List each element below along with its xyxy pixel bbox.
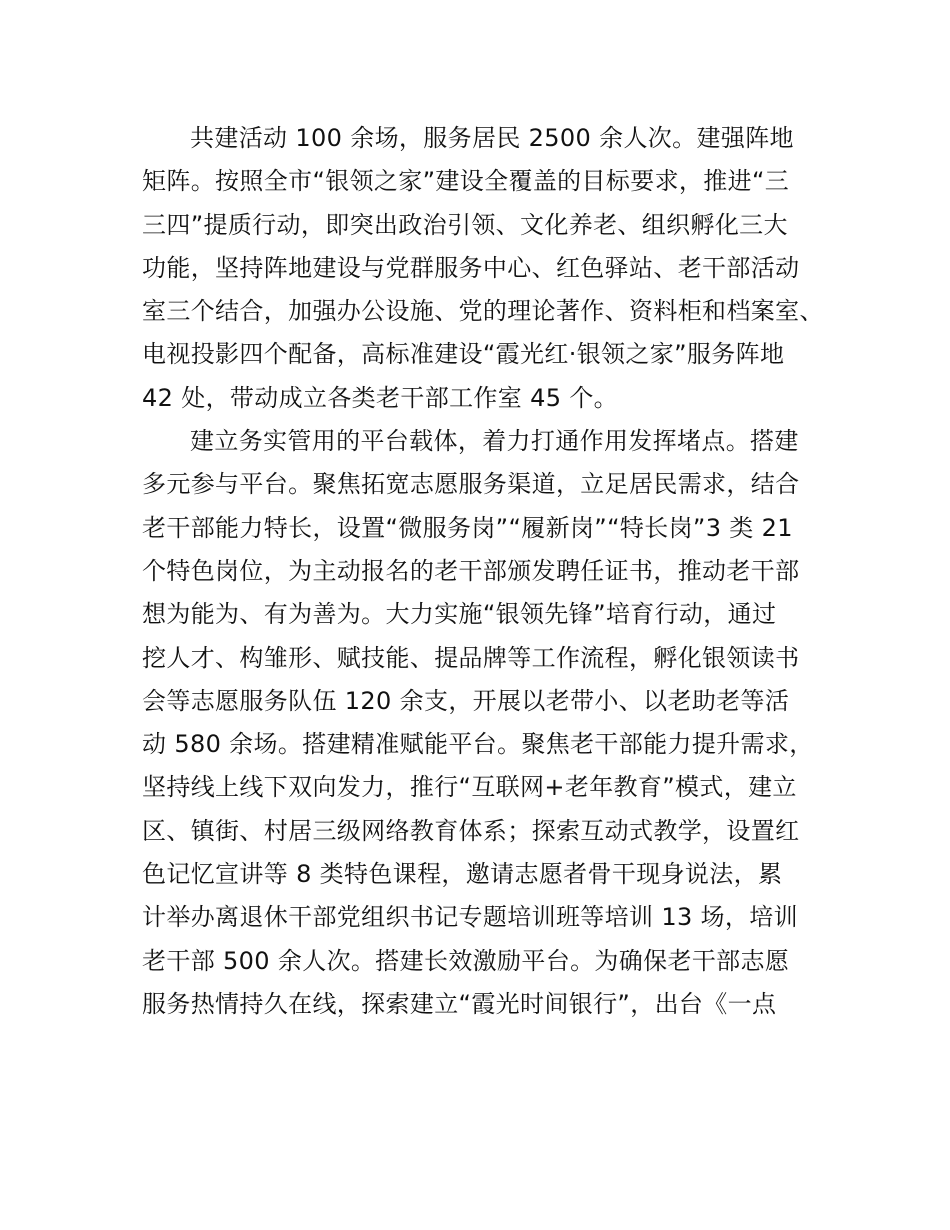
paragraph-line: 建立务实管用的平台载体，着力打通作用发挥堵点。搭建 (190, 427, 799, 456)
paragraph-line: 色记忆宣讲等 8 类特色课程，邀请志愿者骨干现身说法，累 (142, 860, 783, 889)
paragraph-line: 坚持线上线下双向发力，推行“互联网+老年教育”模式，建立 (142, 773, 797, 802)
paragraph-line: 老干部能力特长，设置“微服务岗”“履新岗”“特长岗”3 类 21 (142, 513, 793, 542)
paragraph-line: 挖人才、构雏形、赋技能、提品牌等工作流程，孵化银领读书 (142, 643, 800, 672)
paragraph-line: 动 580 余场。搭建精准赋能平台。聚焦老干部能力提升需求， (142, 730, 814, 759)
paragraph-line: 多元参与平台。聚焦拓宽志愿服务渠道，立足居民需求，结合 (142, 470, 800, 499)
body-text (142, 117, 842, 1026)
paragraph-line: 计举办离退休干部党组织书记专题培训班等培训 13 场，培训 (142, 903, 798, 932)
paragraph-line: 个特色岗位，为主动报名的老干部颁发聘任证书，推动老干部 (142, 556, 800, 585)
paragraph-line: 室三个结合，加强办公设施、党的理论著作、资料柜和档案室、 (142, 297, 824, 326)
paragraph-line: 老干部 500 余人次。搭建长效激励平台。为确保老干部志愿 (142, 946, 790, 975)
paragraph-line: 功能，坚持阵地建设与党群服务中心、红色驿站、老干部活动 (142, 253, 800, 282)
paragraph-line: 会等志愿服务队伍 120 余支，开展以老带小、以老助老等活 (142, 686, 790, 715)
paragraph-line: 服务热情持久在线，探索建立“霞光时间银行”，出台《一点 (142, 989, 777, 1018)
paragraph-line: 区、镇街、村居三级网络教育体系；探索互动式教学，设置红 (142, 816, 800, 845)
paragraph-line: 电视投影四个配备，高标准建设“霞光红·银领之家”服务阵地 (142, 340, 785, 369)
paragraph-line: 三四”提质行动，即突出政治引领、文化养老、组织孵化三大 (142, 210, 788, 239)
paragraph-line: 矩阵。按照全市“银领之家”建设全覆盖的目标要求，推进“三 (142, 167, 790, 196)
paragraph-line: 共建活动 100 余场，服务居民 2500 余人次。建强阵地 (190, 124, 794, 152)
paragraph-line: 想为能为、有为善为。大力实施“银领先锋”培育行动，通过 (142, 600, 777, 629)
paragraph-line: 42 处，带动成立各类老干部工作室 45 个。 (142, 383, 619, 412)
